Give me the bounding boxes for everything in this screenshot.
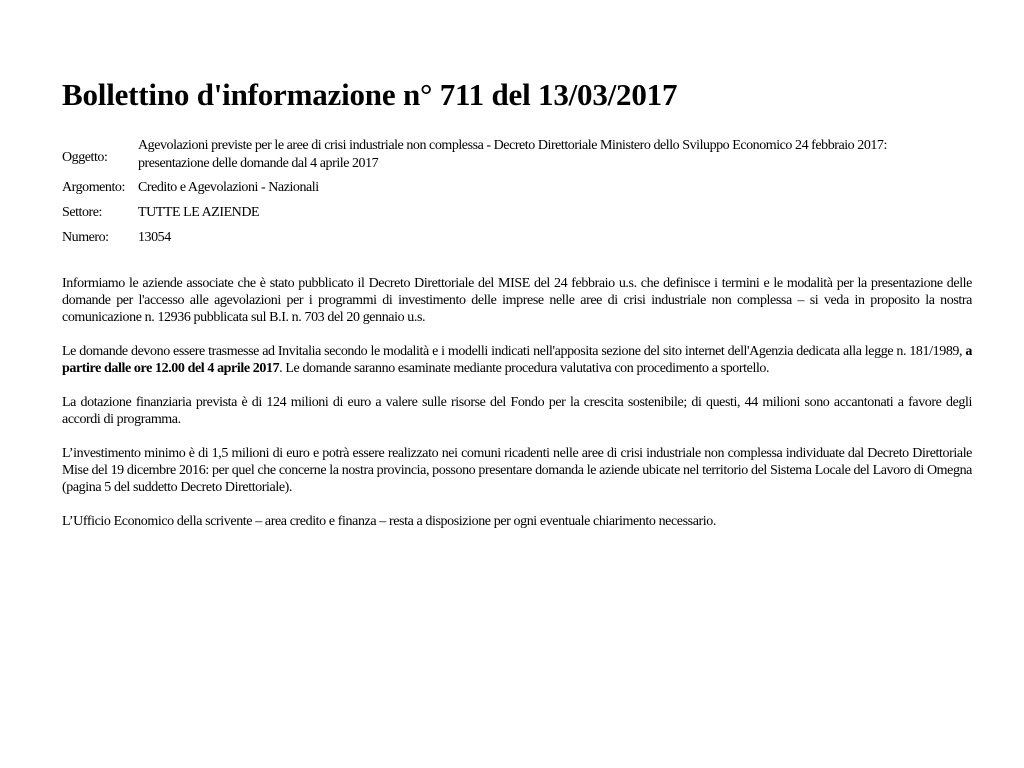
body-paragraph-2-intro: Le domande devono essere trasmesse ad Invitalia secondo le modalità e i modelli indicati nell'apposita sezione del sito internet dell'Agenzia dedicata alla legge n. 181/1989,: [62, 344, 966, 359]
body-paragraph-1: Informiamo le aziende associate che è stato pubblicato il Decreto Direttoriale del MISE del 24 febbraio u.s. che definisce i termini e le modalità per la presentazione delle domande per l'accesso alle agevolazioni per i programmi di investimento delle imprese nelle aree di crisi industriale non complessa – si veda in proposito la nostra comunicazione n. 12936 pubblicata sul B.I. n. 703 del 20 gennaio u.s.: [62, 276, 972, 325]
body-paragraph-3: La dotazione finanziaria prevista è di 124 milioni di euro a valere sulle risorse del Fondo per la crescita sostenibile; di questi, 44 milioni sono accantonati a favore degli accordi di programma.: [62, 395, 972, 427]
settore-value: TUTTE LE AZIENDE: [138, 205, 260, 220]
page-title: Bollettino d'informazione n° 711 del 13/03/2017: [62, 77, 678, 112]
oggetto-value: Agevolazioni previste per le aree di crisi industriale non complessa - Decreto Direttoriale Ministero dello Sviluppo Economico 24 febbraio 2017: presentazione delle domande dal 4 aprile 2017: [138, 138, 887, 171]
meta-row-settore: [62, 204, 948, 229]
numero-label: Numero:: [62, 230, 109, 245]
settore-label: Settore:: [62, 205, 102, 220]
body-paragraph-2: [62, 343, 972, 377]
argomento-label: Argomento:: [62, 180, 125, 195]
oggetto-label: Oggetto:: [62, 150, 108, 165]
deadline-highlight: a partire dalle ore 12.00 del 4 aprile 2017: [62, 344, 972, 376]
argomento-value: Credito e Agevolazioni - Nazionali: [138, 180, 319, 195]
meta-row-numero: [62, 229, 948, 254]
numero-value: 13054: [138, 230, 171, 245]
bulletin-body: [62, 275, 972, 530]
body-paragraph-5: L’Ufficio Economico della scrivente – area credito e finanza – resta a disposizione per ogni eventuale chiarimento necessario.: [62, 514, 716, 529]
body-paragraph-4: L’investimento minimo è di 1,5 milioni di euro e potrà essere realizzato nei comuni ricadenti nelle aree di crisi industriale non complessa individuate dal Decreto Direttoriale Mise del 19 dicembre 2016: per quel che concerne la nostra provincia, possono presentare domanda le aziende ubicate nel territorio del Sistema Locale del Lavoro di Omegna (pagina 5 del suddetto Decreto Direttoriale).: [62, 446, 972, 495]
body-paragraph-2-outro: . Le domande saranno esaminate mediante procedura valutativa con procedimento a sportello.: [279, 361, 770, 376]
meta-row-argomento: [62, 179, 948, 204]
bulletin-meta-table: [62, 137, 948, 254]
meta-row-oggetto: [62, 137, 948, 179]
